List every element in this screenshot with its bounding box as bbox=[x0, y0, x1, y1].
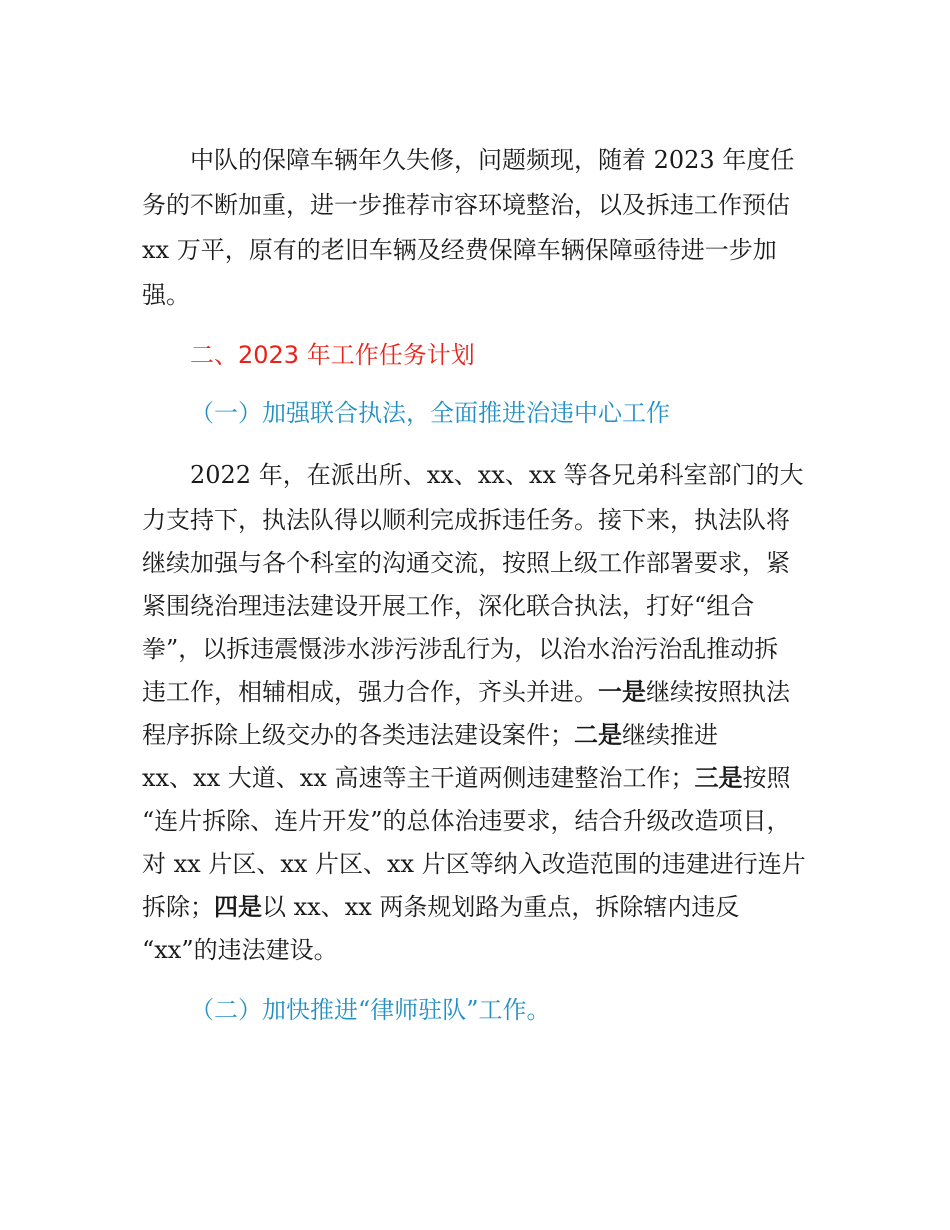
line-11-text-start: 拆除； bbox=[142, 893, 214, 921]
paragraph-1-line-4: 强。 bbox=[142, 281, 190, 309]
paragraph-2-line-2: 力支持下，执法队得以顺利完成拆违任务。接下来，执法队将 bbox=[142, 506, 790, 534]
line-8-text-start: xx、xx 大道、xx 高速等主干道两侧违建整治工作； bbox=[142, 764, 695, 792]
paragraph-2-line-1: 2022 年，在派出所、xx、xx、xx 等各兄弟科室部门的大 bbox=[190, 461, 804, 489]
line-6-text-end: 继续按照执法 bbox=[646, 678, 790, 706]
line-6-text-start: 违工作，相辅相成，强力合作，齐头并进。 bbox=[142, 678, 598, 706]
bold-marker-2: 二是 bbox=[574, 720, 622, 749]
paragraph-2-line-8 bbox=[142, 763, 790, 793]
paragraph-1-line-1: 中队的保障车辆年久失修，问题频现，随着 2023 年度任 bbox=[190, 146, 795, 174]
bold-marker-1: 一是 bbox=[598, 677, 646, 706]
subsection-2-heading: （二）加快推进“律师驻队”工作。 bbox=[190, 996, 551, 1024]
line-7-text-start: 程序拆除上级交办的各类违法建设案件； bbox=[142, 721, 574, 749]
paragraph-1-line-2: 务的不断加重，进一步推荐市容环境整治，以及拆违工作预估 bbox=[142, 191, 790, 219]
bold-marker-4: 四是 bbox=[214, 892, 262, 921]
paragraph-2-line-12: “xx”的违法建设。 bbox=[142, 936, 338, 964]
paragraph-2-line-9: “连片拆除、连片开发”的总体治违要求，结合升级改造项目， bbox=[142, 807, 791, 835]
paragraph-2-line-11 bbox=[142, 892, 739, 922]
paragraph-2-line-7 bbox=[142, 720, 718, 750]
bold-marker-3: 三是 bbox=[694, 763, 743, 792]
line-11-text-end: 以 xx、xx 两条规划路为重点，拆除辖内违反 bbox=[262, 893, 740, 921]
line-8-text-end: 按照 bbox=[742, 764, 791, 792]
paragraph-2-line-5: 拳”，以拆违震慑涉水涉污涉乱行为，以治水治污治乱推动拆 bbox=[142, 635, 779, 663]
paragraph-2-line-10: 对 xx 片区、xx 片区、xx 片区等纳入改造范围的违建进行连片 bbox=[142, 850, 806, 878]
paragraph-1-line-3: xx 万平，原有的老旧车辆及经费保障车辆保障亟待进一步加 bbox=[142, 236, 777, 264]
line-7-text-end: 继续推进 bbox=[622, 721, 718, 749]
paragraph-2-line-6 bbox=[142, 677, 790, 707]
paragraph-2-line-4: 紧围绕治理违法建设开展工作，深化联合执法，打好“组合 bbox=[142, 592, 755, 620]
subsection-1-heading: （一）加强联合执法，全面推进治违中心工作 bbox=[190, 399, 670, 427]
paragraph-2-line-3: 继续加强与各个科室的沟通交流，按照上级工作部署要求，紧 bbox=[142, 549, 790, 577]
section-heading: 二、2023 年工作任务计划 bbox=[190, 341, 475, 369]
